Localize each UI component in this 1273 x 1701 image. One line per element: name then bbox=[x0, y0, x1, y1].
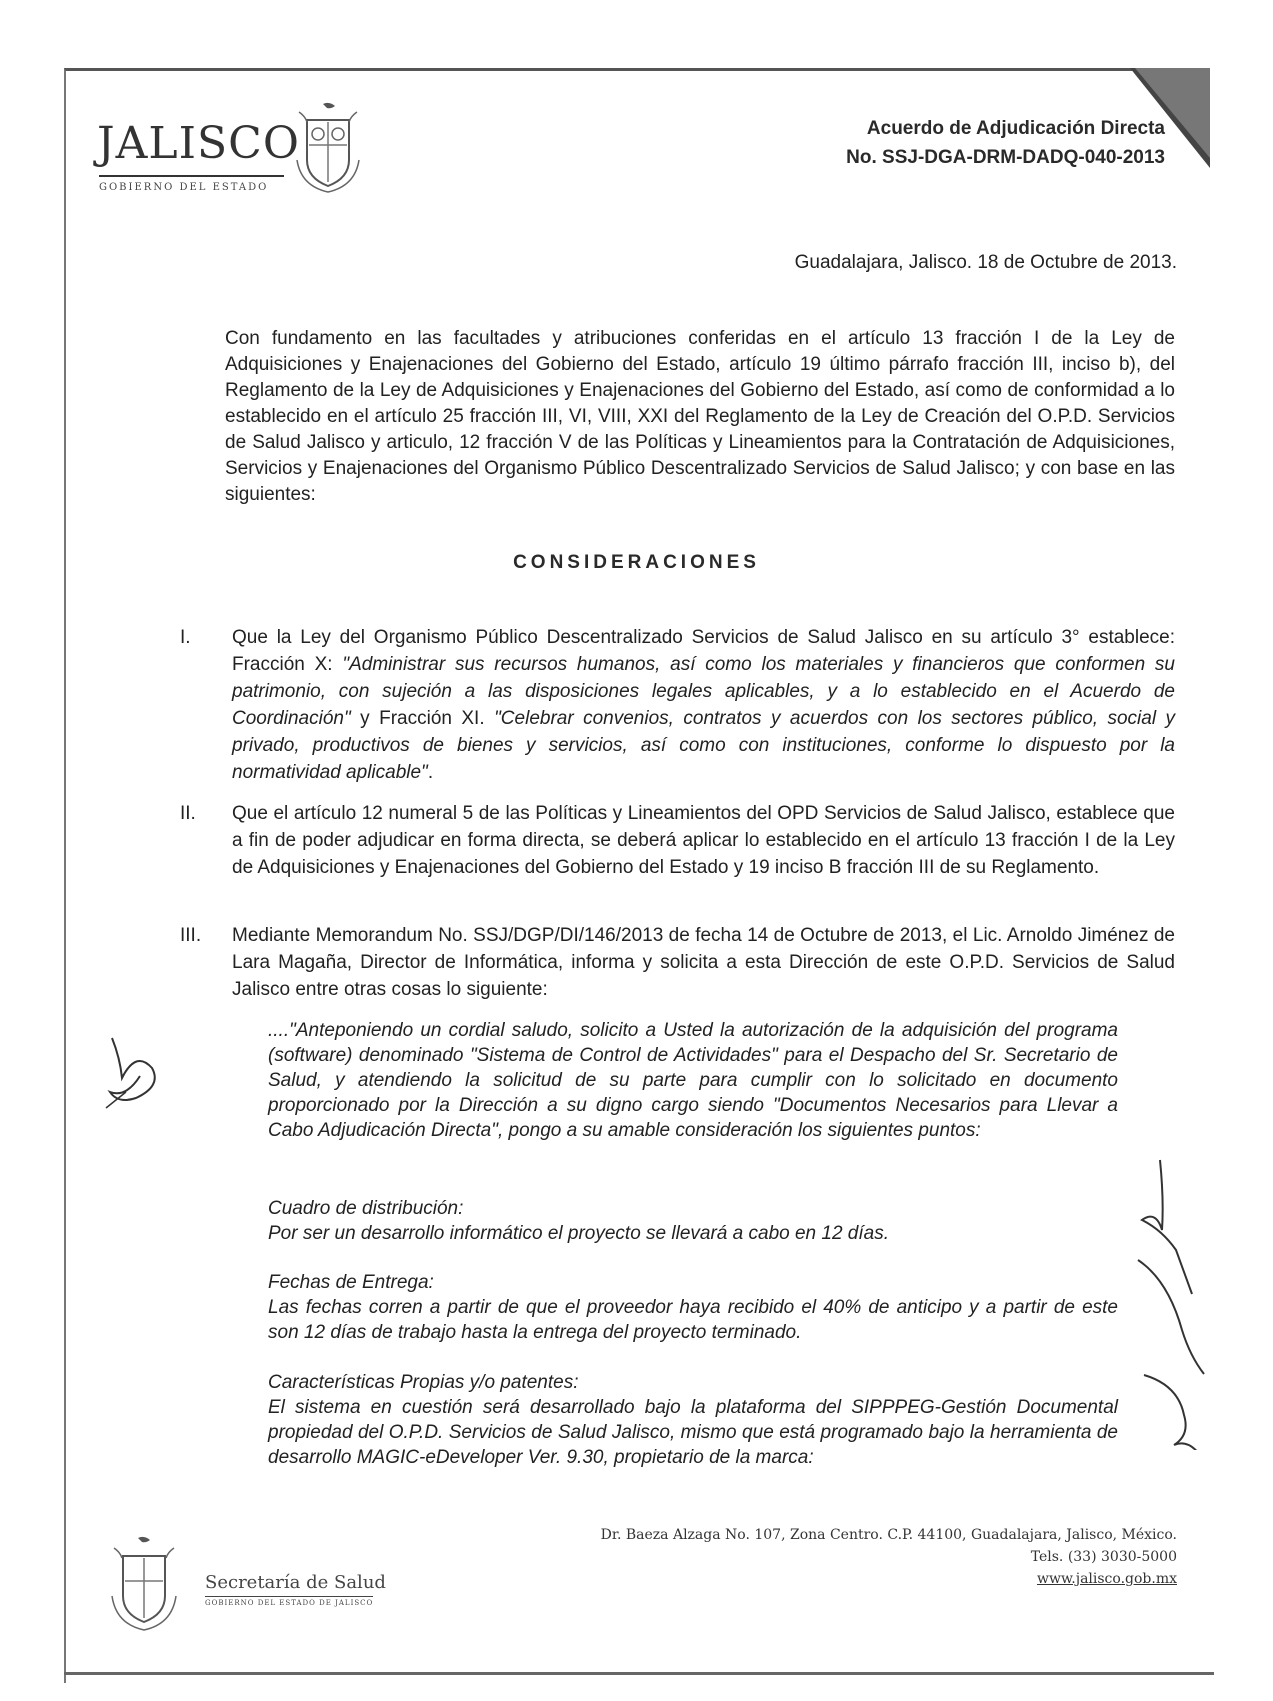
item-text: Mediante Memorandum No. SSJ/DGP/DI/146/2013 de fecha 14 de Octubre de 2013, el Lic. Arnoldo Jiménez de Lara Magaña, Director de Informática, informa y solicita a esta Dirección de este O.P.D. Servicios de Salud Jalisco entre otras cosas lo siguiente: bbox=[232, 925, 1175, 1000]
footer-website-link[interactable]: www.jalisco.gob.mx bbox=[1036, 1571, 1177, 1587]
state-crest-icon bbox=[108, 1534, 180, 1634]
document-date: Guadalajara, Jalisco. 18 de Octubre de 2013. bbox=[794, 252, 1177, 273]
memo-quote-features-title: Características Propias y/o patentes: bbox=[268, 1372, 579, 1393]
signature-mark bbox=[100, 1030, 170, 1120]
document-number: No. SSJ-DGA-DRM-DADQ-040-2013 bbox=[846, 147, 1165, 168]
footer-address-block bbox=[601, 1524, 1177, 1590]
footer-address: Dr. Baeza Alzaga No. 107, Zona Centro. C.P. 44100, Guadalajara, Jalisco, México. bbox=[600, 1527, 1177, 1543]
section-heading: CONSIDERACIONES bbox=[513, 552, 760, 573]
footer-logo-name: Secretaría de Salud bbox=[205, 1572, 386, 1593]
memo-quote-features-text: El sistema en cuestión será desarrollado bajo la plataforma del SIPPPEG-Gestión Documental propiedad del O.P.D. Servicios de Salud Jalisco, mismo que está programado bajo la herramienta de desarrollo MAGIC-eDeveloper Ver. 9.30, propietario de la marca: bbox=[268, 1397, 1118, 1468]
item-number: II. bbox=[180, 803, 196, 824]
memo-quote-dist-text: Por ser un desarrollo informático el proyecto se llevará a cabo en 12 días. bbox=[268, 1223, 889, 1244]
memo-quote-dates-text: Las fechas corren a partir de que el proveedor haya recibido el 40% de anticipo y a partir de este son 12 días de trabajo hasta la entrega del proyecto terminado. bbox=[268, 1297, 1118, 1343]
secretaria-salud-logo bbox=[205, 1572, 405, 1612]
footer-logo-sub: GOBIERNO DEL ESTADO DE JALISCO bbox=[205, 1599, 374, 1607]
state-crest-icon bbox=[293, 100, 363, 195]
memo-quote-dist-title: Cuadro de distribución: bbox=[268, 1198, 464, 1219]
item-number: I. bbox=[180, 627, 191, 648]
logo-wordmark: JALISCO bbox=[97, 118, 300, 169]
consideration-item bbox=[180, 800, 1175, 881]
logo-subtext: GOBIERNO DEL ESTADO bbox=[99, 182, 269, 193]
document-title: Acuerdo de Adjudicación Directa bbox=[866, 118, 1165, 139]
consideration-item bbox=[180, 624, 1175, 786]
consideration-item bbox=[180, 922, 1175, 1003]
footer-phone: Tels. (33) 3030-5000 bbox=[1030, 1549, 1177, 1565]
memo-quote-opening: ...."Anteponiendo un cordial saludo, solicito a Usted la autorización de la adquisición del programa (software) denominado "Sistema de Control de Actividades" para el Despacho del Sr. Secretario de Salud, y atendiendo la solicitud de su parte para cumplir con lo solicitado en documento proporcionado por la Dirección a su digno cargo siendo "Documentos Necesarios para Llevar a Cabo Adjudicación Directa", pongo a su amable consideración los siguientes puntos: bbox=[268, 1020, 1118, 1141]
memo-quote-dates-title: Fechas de Entrega: bbox=[268, 1272, 434, 1293]
item-text: Que la Ley del Organismo Público Descentralizado Servicios de Salud Jalisco en su artículo 3° establece: Fracción X: "Administrar sus recursos humanos, así como los materiales y financieros que conformen su patrimonio, con sujeción a las disposiciones legales aplicables, y a lo establecido en el Acuerdo de Coordinación" y Fracción XI. "Celebrar convenios, contratos y acuerdos con los sectores público, social y privado, productivos de bienes y servicios, así como con instituciones, conforme lo dispuesto por la normatividad aplicable". bbox=[232, 627, 1175, 783]
page-frame-bottom bbox=[64, 1672, 1214, 1675]
item-text: Que el artículo 12 numeral 5 de las Políticas y Lineamientos del OPD Servicios de Salud Jalisco, establece que a fin de poder adjudicar en forma directa, se deberá aplicar lo establecido en el artículo 13 fracción I de la Ley de Adquisiciones y Enajenaciones del Gobierno del Estado y 19 inciso B fracción III de su Reglamento. bbox=[232, 803, 1175, 878]
intro-paragraph: Con fundamento en las facultades y atribuciones conferidas en el artículo 13 fracción I de la Ley de Adquisiciones y Enajenaciones del Gobierno del Estado, artículo 19 último párrafo fracción III, inciso b), del Reglamento de la Ley de Adquisiciones y Enajenaciones del Gobierno del Estado, así como de conformidad a lo establecido en el artículo 25 fracción III, VI, VIII, XXI del Reglamento de la Ley de Creación del O.P.D. Servicios de Salud Jalisco y articulo, 12 fracción V de las Políticas y Lineamientos para la Contratación de Adquisiciones, Servicios y Enajenaciones del Organismo Público Descentralizado Servicios de Salud Jalisco; y con base en las siguientes: bbox=[225, 328, 1175, 505]
item-number: III. bbox=[180, 925, 202, 946]
document-header bbox=[846, 114, 1165, 172]
signature-mark bbox=[1130, 1150, 1220, 1450]
footer-logo-rule bbox=[205, 1596, 373, 1597]
logo-rule bbox=[99, 175, 284, 177]
